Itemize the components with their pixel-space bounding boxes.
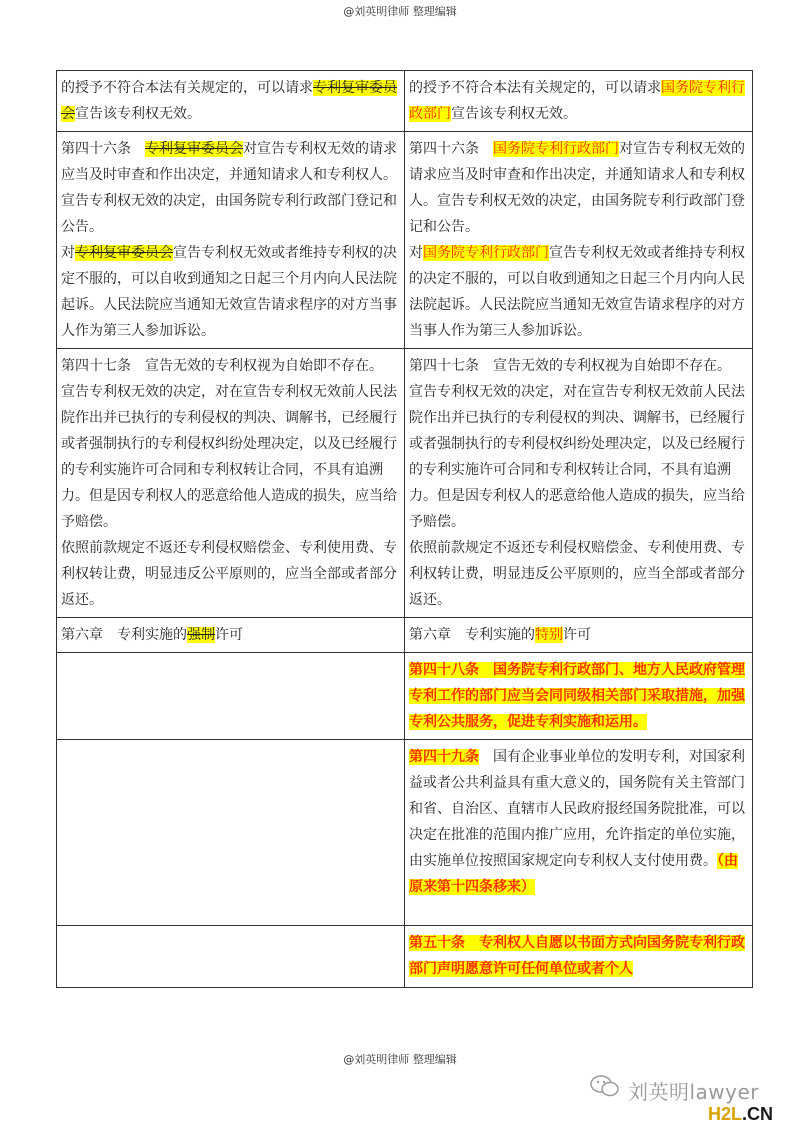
table-row [57,740,753,926]
clause-paragraph [409,744,748,900]
text-run: 第四十七条 宣告无效的专利权视为自始即不存在。 [61,358,383,374]
text-run: 宣告该专利权无效。 [75,106,201,122]
page-header-watermark: @刘英明律师 整理编辑 [343,5,457,18]
old-law-cell [57,653,405,740]
text-run: 宣告该专利权无效。 [451,106,577,122]
new-law-cell [405,926,753,988]
highlighted-text: 专利复审委员会 [61,80,397,122]
new-law-cell [405,618,753,653]
text-run: 的授予不符合本法有关规定的，可以请求 [409,80,661,96]
highlighted-text: 国务院专利行政部门 [493,141,619,157]
text-run: 依照前款规定不返还专利侵权赔偿金、专利使用费、专利权转让费，明显违反公平原则的，应当全部或者部分返还。 [61,540,397,608]
text-run: 许可 [215,627,243,643]
old-law-cell [57,618,405,653]
old-law-cell [57,740,405,926]
text-run: 第六章 专利实施的 [61,627,187,643]
table-row [57,926,753,988]
old-law-cell [57,349,405,618]
clause-paragraph [409,657,748,735]
new-law-cell [405,740,753,926]
text-run: 第四十六条 [61,141,145,157]
highlighted-text: （由原来第十四条移来） [409,853,738,895]
page-footer-watermark: @刘英明律师 整理编辑 [343,1053,457,1066]
text-run: 宣告专利权无效或者维持专利权的决定不服的，可以自收到通知之日起三个月内向人民法院起诉。人民法院应当通知无效宣告请求程序的对方当事人作为第三人参加诉讼。 [409,245,745,339]
table-row [57,71,753,132]
new-law-cell [405,653,753,740]
clause-paragraph [409,240,748,344]
highlighted-text: 专利复审委员会 [145,141,243,157]
text-run: 依照前款规定不返还专利侵权赔偿金、专利使用费、专利权转让费，明显违反公平原则的，应当全部或者部分返还。 [409,540,745,608]
text-run: 对 [61,245,75,261]
clause-paragraph [61,353,400,379]
new-law-cell [405,349,753,618]
clause-paragraph [61,379,400,535]
highlighted-text: 第四十八条 国务院专利行政部门、地方人民政府管理专利工作的部门应当会同同级相关部门采取措施，加强专利公共服务，促进专利实施和运用。 [409,662,745,730]
text-run: 第四十七条 宣告无效的专利权视为自始即不存在。 [409,358,731,374]
highlighted-text: 专利复审委员会 [75,245,173,261]
text-run: 对 [409,245,423,261]
clause-paragraph [61,240,400,344]
clause-paragraph [409,136,748,240]
old-law-cell [57,71,405,132]
site-logo: H2L.CN [708,1104,774,1124]
clause-paragraph [409,535,748,613]
table-row [57,132,753,349]
table-row [57,618,753,653]
old-law-cell [57,132,405,349]
clause-paragraph [61,75,400,127]
old-law-cell [57,926,405,988]
clause-paragraph [61,136,400,240]
highlighted-text: 第五十条 专利权人自愿以书面方式向国务院专利行政部门声明愿意许可任何单位或者个人 [409,935,745,977]
text-run: 宣告专利权无效或者维持专利权的决定不服的，可以自收到通知之日起三个月内向人民法院起诉。人民法院应当通知无效宣告请求程序的对方当事人作为第三人参加诉讼。 [61,245,397,339]
highlighted-text: 第四十九条 [409,749,479,765]
highlighted-text: 国务院专利行政部门 [423,245,549,261]
text-run: 宣告专利权无效的决定，对在宣告专利权无效前人民法院作出并已执行的专利侵权的判决、调解书，已经履行或者强制执行的专利侵权纠纷处理决定，以及已经履行的专利实施许可合同和专利权转让合同，不具有追溯力。但是因专利权人的恶意给他人造成的损失，应当给予赔偿。 [409,384,745,530]
text-run: 第六章 专利实施的 [409,627,535,643]
clause-paragraph [409,930,748,982]
comparison-table [56,70,753,988]
text-run: 对宣告专利权无效的请求应当及时审查和作出决定，并通知请求人和专利权人。宣告专利权无效的决定，由国务院专利行政部门登记和公告。 [61,141,397,235]
new-law-cell [405,71,753,132]
wechat-icon [590,1074,620,1098]
text-run: 对宣告专利权无效的请求应当及时审查和作出决定，并通知请求人和专利权人。宣告专利权无效的决定，由国务院专利行政部门登记和公告。 [409,141,745,235]
new-law-cell [405,132,753,349]
highlighted-text: 强制 [187,627,215,643]
text-run: 宣告专利权无效的决定，对在宣告专利权无效前人民法院作出并已执行的专利侵权的判决、调解书，已经履行或者强制执行的专利侵权纠纷处理决定，以及已经履行的专利实施许可合同和专利权转让合同，不具有追溯力。但是因专利权人的恶意给他人造成的损失，应当给予赔偿。 [61,384,397,530]
text-run: 许可 [563,627,591,643]
clause-paragraph [409,75,748,127]
highlighted-text: 特别 [535,627,563,643]
table-row [57,653,753,740]
table-row [57,349,753,618]
clause-paragraph [409,622,748,648]
wechat-account-name: 刘英明lawyer [628,1080,760,1104]
clause-paragraph [409,353,748,379]
clause-paragraph [61,535,400,613]
text-run: 国有企业事业单位的发明专利，对国家利益或者公共利益具有重大意义的，国务院有关主管部门和省、自治区、直辖市人民政府报经国务院批准，可以决定在批准的范围内推广应用，允许指定的单位实施，由实施单位按照国家规定向专利权人支付使用费。 [409,749,745,869]
clause-paragraph [409,379,748,535]
clause-paragraph [61,622,400,648]
highlighted-text: 国务院专利行政部门 [409,80,745,122]
wechat-watermark [590,1068,790,1124]
text-run: 第四十六条 [409,141,493,157]
text-run: 的授予不符合本法有关规定的，可以请求 [61,80,313,96]
